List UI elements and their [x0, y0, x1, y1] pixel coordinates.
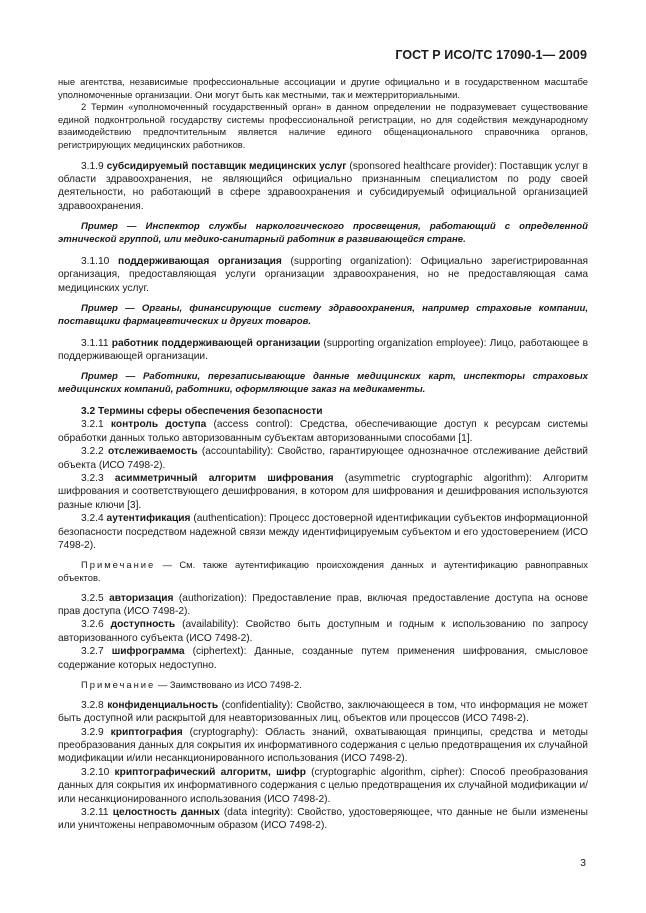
note-label: Примечание [81, 559, 156, 571]
term-name: отслеживаемость [107, 446, 198, 458]
term-name: криптографический алгоритм, шифр [114, 766, 306, 778]
term-number: 3.2.2 [81, 446, 104, 458]
term-name: конфиденциальность [107, 699, 219, 711]
term-number: 3.2.4 [81, 513, 104, 525]
term-number: 3.1.11 [81, 337, 109, 349]
term-definition: (ciphertext): Данные, созданные путем применения шифрования, смысловое содержание которых недоступно. [58, 646, 588, 671]
term-definition: (asymmetric cryptographic algorithm): Алгоритм шифрования и соответствующего дешифрования, в котором для шифрования и дешифрования используются разные ключи [3]. [58, 473, 588, 511]
page-number: 3 [580, 857, 586, 869]
term-definition: (confidentiality): Свойство, заключающееся в том, что информация не может быть доступной или раскрытой для неавторизованных лиц, объектов или процессов (ИСО 7498-2). [58, 699, 588, 725]
term-name: шифрограмма [111, 646, 185, 658]
term-name: авторизация [109, 592, 174, 604]
term-name: асимметричный алгоритм шифрования [114, 473, 334, 485]
term-name: криптография [110, 726, 183, 738]
note-2: 2 Термин «уполномоченный государственный орган» в данном определении не подразумевает существование единой подконтрольной государству системы профессиональной регистрации, но для содействия международному взаимодействию предпочтительным является наличие единого общенационального справочника органов, регистрирующих медицинских работников. [58, 101, 588, 150]
term-number: 3.2.9 [81, 726, 104, 738]
term-definition: (cryptographic algorithm, cipher): Способ преобразования данных для сокрытия их информативного содержания с целью предотвращения их случайной модификации и/или несанкционированного использования (ИСО 7498-2). [58, 766, 588, 805]
note-text: — Заимствовано из ИСО 7498-2. [155, 679, 302, 691]
term-number: 3.1.10 [81, 255, 110, 267]
term-number: 3.2.6 [81, 619, 104, 631]
term-definition: (accountability): Свойство, гарантирующее однозначное отслеживание действий объекта (ИСО 7498-2). [58, 446, 588, 471]
term-name: субсидируемый поставщик медицинских услуг [106, 160, 347, 172]
term-number: 3.2.5 [81, 592, 104, 604]
term-name: доступность [110, 619, 176, 631]
term-entry-3-2-11 [58, 806, 588, 833]
term-number: 3.2.3 [81, 473, 104, 485]
term-name: целостность данных [112, 806, 220, 818]
term-name: аутентификация [106, 513, 191, 525]
term-entry-3-2-10 [58, 766, 588, 806]
term-entry-3-2-9 [58, 726, 588, 766]
term-entry-3-2-4 [58, 512, 588, 552]
term-number: 3.2.11 [81, 806, 109, 818]
term-name: контроль доступа [110, 419, 207, 431]
example-3-1-10: Пример — Органы, финансирующие систему здравоохранения, например страховые компании, поставщики фармацевтических и других товаров. [58, 303, 588, 327]
term-definition: (availability): Свойство быть доступным и годным к использованию по запросу авторизованного субъекта (ИСО 7498-2). [58, 619, 589, 644]
term-definition: (authorization): Предоставление прав, включая предоставление доступа на основе прав доступа (ИСО 7498-2). [58, 592, 588, 618]
term-entry-3-2-7 [58, 645, 588, 672]
document-body [58, 76, 588, 833]
term-entry-3-2-2 [58, 445, 588, 472]
note-continuation: ные агентства, независимые профессиональные ассоциации и другие официально и в государственном масштабе уполномоченные организации. Они могут быть как местными, так и межтерриториальными. [58, 76, 588, 100]
note-3-2-7 [58, 679, 588, 692]
term-entry-3-2-6 [58, 618, 588, 645]
document-header: ГОСТ Р ИСО/ТС 17090-1— 2009 [395, 48, 587, 62]
note-label: Примечание [81, 679, 156, 691]
term-entry-3-1-9 [58, 160, 588, 214]
example-3-1-11: Пример — Работники, перезаписывающие данные медицинских карт, инспекторы страховых медицинских компаний, работники, оформляющие заказ на медикаменты. [58, 371, 588, 396]
term-definition: (cryptography): Область знаний, охватывающая принципы, средства и методы преобразования данных для сокрытия их информативного содержания с целью предотвращения их случайной модификации и/или несанкционированного использования (ИСО 7498-2). [58, 726, 588, 765]
term-definition: (data integrity): Свойство, удостоверяющее, что данные не были изменены или уничтожены неправомочным образом (ИСО 7498-2). [58, 806, 588, 832]
term-name: работник поддерживающей организации [111, 337, 321, 349]
term-entry-3-2-3 [58, 472, 588, 512]
term-definition: (supporting organization employee): Лицо, работающее в поддерживающей организации. [58, 337, 588, 362]
term-definition: (access control): Средства, обеспечивающие доступ к ресурсам системы обработки данных только авторизованным субъектам авторизованными способами [1]. [58, 419, 588, 444]
term-entry-3-1-11 [58, 337, 588, 364]
term-entry-3-2-1 [58, 418, 588, 445]
term-entry-3-2-5 [58, 592, 588, 619]
section-title-3-2: 3.2 Термины сферы обеспечения безопасности [81, 406, 323, 417]
term-number: 3.2.7 [81, 646, 104, 658]
term-number: 3.2.10 [81, 766, 110, 778]
note-text: — См. также аутентификацию происхождения данных и аутентификацию равноправных объектов. [58, 559, 588, 584]
term-name: поддерживающая организация [118, 255, 282, 267]
term-definition: (sponsored healthcare provider): Поставщик услуг в области здравоохранения, не являющийся официально признанным специалистом по роду своей деятельности, но работающий в сфере здравоохранения и субсидируемый официальной организацией здравоохранения. [58, 160, 588, 212]
term-definition: (supporting organization): Официально зарегистрированная организация, предоставляющая услуги организации здравоохранения, но не предоставляющая сама медицинских услуг. [58, 255, 588, 294]
term-entry-3-1-10 [58, 255, 588, 295]
example-3-1-9: Пример — Инспектор службы наркологического просвещения, работающий с определенной этнической группой, или медико-санитарный работник в развивающейся стране. [58, 221, 588, 245]
term-number: 3.1.9 [81, 160, 104, 172]
term-number: 3.2.8 [81, 699, 104, 711]
note-3-2-4 [58, 559, 588, 584]
term-definition: (authentication): Процесс достоверной идентификации субъектов информационной безопасности посредством надежной связи между идентифицируемым субъектом и его удостоверением (ИСО 7498-2). [58, 513, 588, 552]
term-number: 3.2.1 [81, 419, 104, 431]
term-entry-3-2-8 [58, 699, 588, 726]
